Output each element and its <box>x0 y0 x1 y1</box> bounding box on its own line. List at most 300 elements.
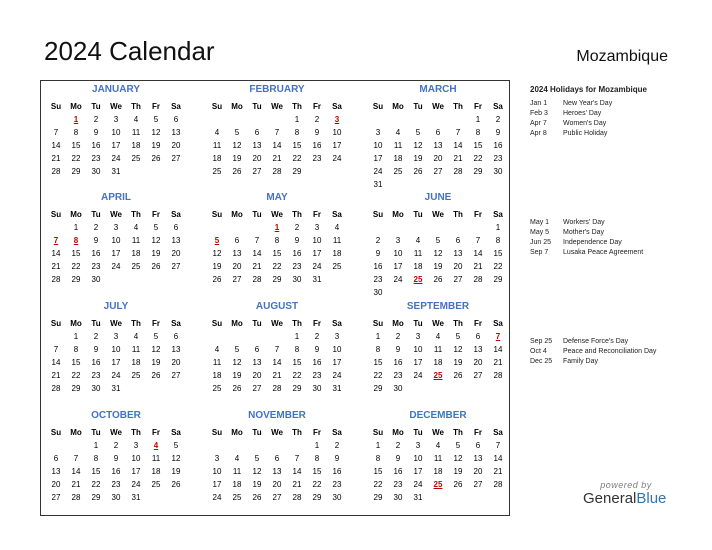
country-name: Mozambique <box>576 48 668 65</box>
day-cell: 3 <box>415 332 421 341</box>
holiday-date: Apr 8 <box>530 130 547 137</box>
day-cell: 20 <box>171 249 181 258</box>
day-cell: 17 <box>111 249 121 258</box>
weekday-label: Th <box>131 319 141 328</box>
day-cell: 3 <box>113 115 119 124</box>
weekday-label: We <box>432 210 444 219</box>
day-cell: 5 <box>415 128 421 137</box>
day-cell: 10 <box>312 236 322 245</box>
empty-cell <box>327 273 347 286</box>
day-cell: 23 <box>91 154 101 163</box>
day-cell: 18 <box>131 249 141 258</box>
day-cell: 21 <box>272 154 282 163</box>
holiday-item <box>530 99 647 109</box>
day-cell: 4 <box>234 454 240 463</box>
day-cell: 4 <box>395 128 401 137</box>
holiday-date: Jun 25 <box>530 239 552 246</box>
day-cell: 24 <box>413 371 423 380</box>
week-row <box>46 382 186 395</box>
empty-cell <box>468 286 488 299</box>
day-cell: 22 <box>493 262 503 271</box>
day-cell: 11 <box>393 141 403 150</box>
empty-cell <box>106 273 126 286</box>
empty-cell <box>166 382 186 395</box>
holiday-item <box>530 129 647 139</box>
week-row <box>368 126 508 139</box>
day-cell: 17 <box>111 141 121 150</box>
empty-cell <box>428 382 448 395</box>
weekday-label: Su <box>211 319 223 328</box>
day-cell: 11 <box>131 345 141 354</box>
empty-cell <box>126 165 146 178</box>
week-row <box>368 178 508 191</box>
holiday-item <box>530 218 643 228</box>
holiday-date: May 5 <box>530 229 550 236</box>
day-cell: 9 <box>395 454 401 463</box>
empty-cell <box>227 221 247 234</box>
day-cell: 1 <box>375 441 381 450</box>
day-cell: 9 <box>375 249 381 258</box>
day-cell: 27 <box>272 493 282 502</box>
empty-cell <box>247 113 267 126</box>
day-cell: 8 <box>274 236 280 245</box>
weekday-label: Mo <box>70 319 82 328</box>
day-cell: 5 <box>234 345 240 354</box>
day-cell: 10 <box>212 467 222 476</box>
day-cell: 20 <box>473 467 483 476</box>
day-cell: 3 <box>415 441 421 450</box>
holiday-item <box>530 228 643 238</box>
day-cell: 23 <box>312 154 322 163</box>
day-cell: 16 <box>111 467 121 476</box>
day-cell: 18 <box>332 249 342 258</box>
weekday-header <box>368 208 508 221</box>
day-cell: 12 <box>212 249 222 258</box>
day-cell: 23 <box>91 262 101 271</box>
day-cell: 29 <box>91 493 101 502</box>
day-cell: 1 <box>73 223 79 232</box>
week-row <box>368 260 508 273</box>
day-cell: 14 <box>51 358 61 367</box>
empty-cell <box>388 113 408 126</box>
day-cell: 30 <box>91 384 101 393</box>
empty-cell <box>66 439 86 452</box>
day-cell: 15 <box>312 467 322 476</box>
month-december <box>368 409 508 504</box>
week-row <box>207 221 347 234</box>
weekday-header <box>368 100 508 113</box>
empty-cell <box>247 439 267 452</box>
day-cell: 28 <box>272 167 282 176</box>
holiday-name: Public Holiday <box>563 130 608 137</box>
day-cell: 8 <box>294 345 300 354</box>
weekday-label: Th <box>131 428 141 437</box>
day-cell: 11 <box>151 454 161 463</box>
day-cell: 2 <box>314 115 320 124</box>
day-cell: 8 <box>314 454 320 463</box>
holiday-date: Feb 3 <box>530 110 548 117</box>
day-cell: 9 <box>93 128 99 137</box>
day-cell: 8 <box>475 128 481 137</box>
empty-cell <box>307 165 327 178</box>
day-cell: 9 <box>113 454 119 463</box>
weekday-label: Th <box>292 102 302 111</box>
weekday-label: Su <box>372 319 384 328</box>
day-cell: 14 <box>272 141 282 150</box>
day-cell: 27 <box>171 371 181 380</box>
month-name: SEPTEMBER <box>406 301 470 312</box>
day-cell: 20 <box>51 480 61 489</box>
empty-cell <box>46 439 66 452</box>
day-cell: 1 <box>375 332 381 341</box>
month-june <box>368 191 508 299</box>
weekday-header <box>368 426 508 439</box>
weekday-label: Fr <box>313 102 321 111</box>
day-cell: 20 <box>433 154 443 163</box>
day-cell: 17 <box>393 262 403 271</box>
day-cell: 20 <box>473 358 483 367</box>
week-row <box>368 369 508 382</box>
day-cell: 20 <box>252 371 262 380</box>
empty-cell <box>227 113 247 126</box>
week-row <box>46 165 186 178</box>
day-cell: 6 <box>475 332 481 341</box>
weekday-label: Tu <box>91 319 101 328</box>
empty-cell <box>428 178 448 191</box>
empty-cell <box>146 491 166 504</box>
day-cell: 16 <box>91 358 101 367</box>
day-cell: 28 <box>473 275 483 284</box>
day-cell: 29 <box>312 493 322 502</box>
empty-cell <box>428 491 448 504</box>
week-row <box>368 234 508 247</box>
weekday-label: Fr <box>152 210 160 219</box>
month-february <box>207 83 347 178</box>
day-cell: 31 <box>131 493 141 502</box>
weekday-label: Th <box>292 428 302 437</box>
day-cell: 6 <box>455 236 461 245</box>
weekday-label: We <box>271 319 283 328</box>
day-cell: 2 <box>93 115 99 124</box>
day-cell: 29 <box>71 167 81 176</box>
day-cell: 19 <box>433 262 443 271</box>
week-row <box>207 478 347 491</box>
day-cell: 5 <box>455 441 461 450</box>
day-cell: 9 <box>314 345 320 354</box>
empty-cell <box>166 273 186 286</box>
day-cell: 8 <box>73 345 79 354</box>
empty-cell <box>166 491 186 504</box>
day-cell: 15 <box>373 467 383 476</box>
day-cell: 10 <box>373 141 383 150</box>
day-cell: 1 <box>294 115 300 124</box>
day-cell: 5 <box>153 115 159 124</box>
week-row <box>207 139 347 152</box>
empty-cell <box>126 273 146 286</box>
holiday-date: Oct 4 <box>530 348 547 355</box>
day-cell: 20 <box>171 358 181 367</box>
day-cell: 5 <box>435 236 441 245</box>
holiday-date: Apr 7 <box>530 120 547 127</box>
day-cell: 14 <box>493 454 503 463</box>
day-cell: 27 <box>171 262 181 271</box>
day-cell: 15 <box>71 249 81 258</box>
day-cell: 6 <box>53 454 59 463</box>
day-cell: 16 <box>393 358 403 367</box>
day-cell: 29 <box>493 275 503 284</box>
day-cell: 22 <box>292 371 302 380</box>
weekday-label: We <box>432 428 444 437</box>
day-cell: 4 <box>133 115 139 124</box>
day-cell: 31 <box>312 275 322 284</box>
empty-cell <box>327 165 347 178</box>
day-cell: 7 <box>53 345 59 354</box>
day-cell: 11 <box>433 345 443 354</box>
day-cell: 14 <box>51 249 61 258</box>
weekday-header <box>46 208 186 221</box>
week-row <box>368 273 508 286</box>
day-cell: 24 <box>393 275 403 284</box>
empty-cell <box>287 439 307 452</box>
holiday-date: Sep 25 <box>530 338 553 345</box>
day-cell: 14 <box>272 358 282 367</box>
day-cell: 30 <box>393 384 403 393</box>
week-row <box>207 439 347 452</box>
day-cell: 17 <box>332 358 342 367</box>
day-cell: 3 <box>113 332 119 341</box>
week-row <box>368 452 508 465</box>
day-cell: 21 <box>493 358 503 367</box>
week-row <box>46 452 186 465</box>
day-cell: 12 <box>252 467 262 476</box>
day-cell: 29 <box>292 384 302 393</box>
empty-cell <box>408 286 428 299</box>
day-cell: 27 <box>433 167 443 176</box>
week-row <box>46 369 186 382</box>
day-cell: 22 <box>312 480 322 489</box>
holiday-day-cell: 3 <box>334 115 340 124</box>
day-cell: 27 <box>171 154 181 163</box>
day-cell: 4 <box>415 236 421 245</box>
day-cell: 25 <box>393 167 403 176</box>
weekday-label: Su <box>211 210 223 219</box>
day-cell: 12 <box>232 358 242 367</box>
weekday-label: Tu <box>413 102 423 111</box>
day-cell: 7 <box>274 128 280 137</box>
day-cell: 6 <box>173 223 179 232</box>
day-cell: 27 <box>473 480 483 489</box>
day-cell: 8 <box>294 128 300 137</box>
day-cell: 6 <box>254 128 260 137</box>
week-row <box>46 221 186 234</box>
month-name: MAY <box>266 192 288 203</box>
holiday-item <box>530 119 647 129</box>
weekday-label: Su <box>50 428 62 437</box>
day-cell: 5 <box>455 332 461 341</box>
holiday-list <box>530 85 647 139</box>
weekday-label: Mo <box>70 428 82 437</box>
week-row <box>207 165 347 178</box>
day-cell: 2 <box>395 441 401 450</box>
day-cell: 3 <box>334 332 340 341</box>
week-row <box>46 247 186 260</box>
day-cell: 24 <box>312 262 322 271</box>
day-cell: 29 <box>373 493 383 502</box>
day-cell: 7 <box>495 441 501 450</box>
day-cell: 21 <box>51 371 61 380</box>
day-cell: 21 <box>292 480 302 489</box>
day-cell: 13 <box>433 141 443 150</box>
day-cell: 9 <box>294 236 300 245</box>
day-cell: 19 <box>252 480 262 489</box>
day-cell: 13 <box>51 467 61 476</box>
holiday-day-cell: 25 <box>433 371 443 380</box>
holiday-item <box>530 357 656 367</box>
day-cell: 2 <box>113 441 119 450</box>
month-may <box>207 191 347 286</box>
day-cell: 20 <box>171 141 181 150</box>
holiday-day-cell: 5 <box>214 236 220 245</box>
empty-cell <box>428 221 448 234</box>
holiday-list <box>530 337 656 367</box>
day-cell: 14 <box>252 249 262 258</box>
empty-cell <box>428 286 448 299</box>
day-cell: 12 <box>151 236 161 245</box>
day-cell: 12 <box>453 345 463 354</box>
day-cell: 30 <box>332 493 342 502</box>
week-row <box>368 286 508 299</box>
weekday-label: Mo <box>231 102 243 111</box>
weekday-label: Sa <box>171 210 181 219</box>
empty-cell <box>146 273 166 286</box>
day-cell: 14 <box>71 467 81 476</box>
weekday-label: We <box>110 428 122 437</box>
weekday-label: Tu <box>252 428 262 437</box>
empty-cell <box>408 221 428 234</box>
day-cell: 30 <box>292 275 302 284</box>
day-cell: 16 <box>91 249 101 258</box>
holiday-name: Workers' Day <box>563 219 605 226</box>
holiday-day-cell: 25 <box>413 275 423 284</box>
day-cell: 4 <box>133 223 139 232</box>
day-cell: 9 <box>395 345 401 354</box>
weekday-header <box>46 100 186 113</box>
weekday-label: Sa <box>171 319 181 328</box>
empty-cell <box>428 113 448 126</box>
week-row <box>368 382 508 395</box>
day-cell: 12 <box>151 128 161 137</box>
day-cell: 16 <box>332 467 342 476</box>
day-cell: 6 <box>475 441 481 450</box>
day-cell: 24 <box>373 167 383 176</box>
day-cell: 31 <box>332 384 342 393</box>
weekday-header <box>207 426 347 439</box>
empty-cell <box>46 221 66 234</box>
day-cell: 10 <box>332 345 342 354</box>
empty-cell <box>368 221 388 234</box>
day-cell: 7 <box>294 454 300 463</box>
week-row <box>368 139 508 152</box>
day-cell: 13 <box>272 467 282 476</box>
weekday-label: Sa <box>171 102 181 111</box>
day-cell: 29 <box>272 275 282 284</box>
day-cell: 24 <box>413 480 423 489</box>
weekday-label: We <box>110 102 122 111</box>
weekday-label: We <box>432 319 444 328</box>
week-row <box>368 113 508 126</box>
week-row <box>207 126 347 139</box>
month-name: JUNE <box>424 192 452 203</box>
day-cell: 22 <box>373 371 383 380</box>
weekday-label: Mo <box>231 428 243 437</box>
day-cell: 18 <box>433 467 443 476</box>
day-cell: 11 <box>131 128 141 137</box>
empty-cell <box>207 221 227 234</box>
weekday-label: Sa <box>332 428 342 437</box>
day-cell: 2 <box>334 441 340 450</box>
weekday-label: Th <box>292 210 302 219</box>
day-cell: 25 <box>131 371 141 380</box>
holiday-day-cell: 7 <box>53 236 59 245</box>
holiday-item <box>530 109 647 119</box>
day-cell: 18 <box>232 480 242 489</box>
week-row <box>368 491 508 504</box>
week-row <box>46 491 186 504</box>
day-cell: 10 <box>413 345 423 354</box>
day-cell: 6 <box>435 128 441 137</box>
day-cell: 25 <box>332 262 342 271</box>
weekday-label: Sa <box>493 102 503 111</box>
day-cell: 30 <box>493 167 503 176</box>
week-row <box>46 478 186 491</box>
week-row <box>207 152 347 165</box>
day-cell: 26 <box>171 480 181 489</box>
day-cell: 13 <box>473 345 483 354</box>
empty-cell <box>388 178 408 191</box>
empty-cell <box>146 382 166 395</box>
weekday-label: Tu <box>91 428 101 437</box>
weekday-label: Sa <box>493 319 503 328</box>
weekday-header <box>46 426 186 439</box>
holiday-list-title: 2024 Holidays for Mozambique <box>530 85 647 94</box>
day-cell: 22 <box>473 154 483 163</box>
day-cell: 5 <box>254 454 260 463</box>
day-cell: 24 <box>332 371 342 380</box>
day-cell: 26 <box>212 275 222 284</box>
day-cell: 4 <box>214 345 220 354</box>
weekday-label: Fr <box>152 102 160 111</box>
day-cell: 1 <box>495 223 501 232</box>
day-cell: 29 <box>473 167 483 176</box>
weekday-label: Mo <box>392 319 404 328</box>
day-cell: 2 <box>294 223 300 232</box>
week-row <box>46 330 186 343</box>
weekday-label: Th <box>131 210 141 219</box>
holiday-date: May 1 <box>530 219 550 226</box>
day-cell: 21 <box>51 262 61 271</box>
day-cell: 1 <box>93 441 99 450</box>
empty-cell <box>46 330 66 343</box>
weekday-label: We <box>110 210 122 219</box>
weekday-label: Su <box>50 102 62 111</box>
day-cell: 28 <box>51 167 61 176</box>
weekday-label: Sa <box>171 428 181 437</box>
day-cell: 24 <box>111 371 121 380</box>
day-cell: 3 <box>395 236 401 245</box>
weekday-label: Sa <box>493 210 503 219</box>
weekday-header <box>207 317 347 330</box>
day-cell: 27 <box>51 493 61 502</box>
